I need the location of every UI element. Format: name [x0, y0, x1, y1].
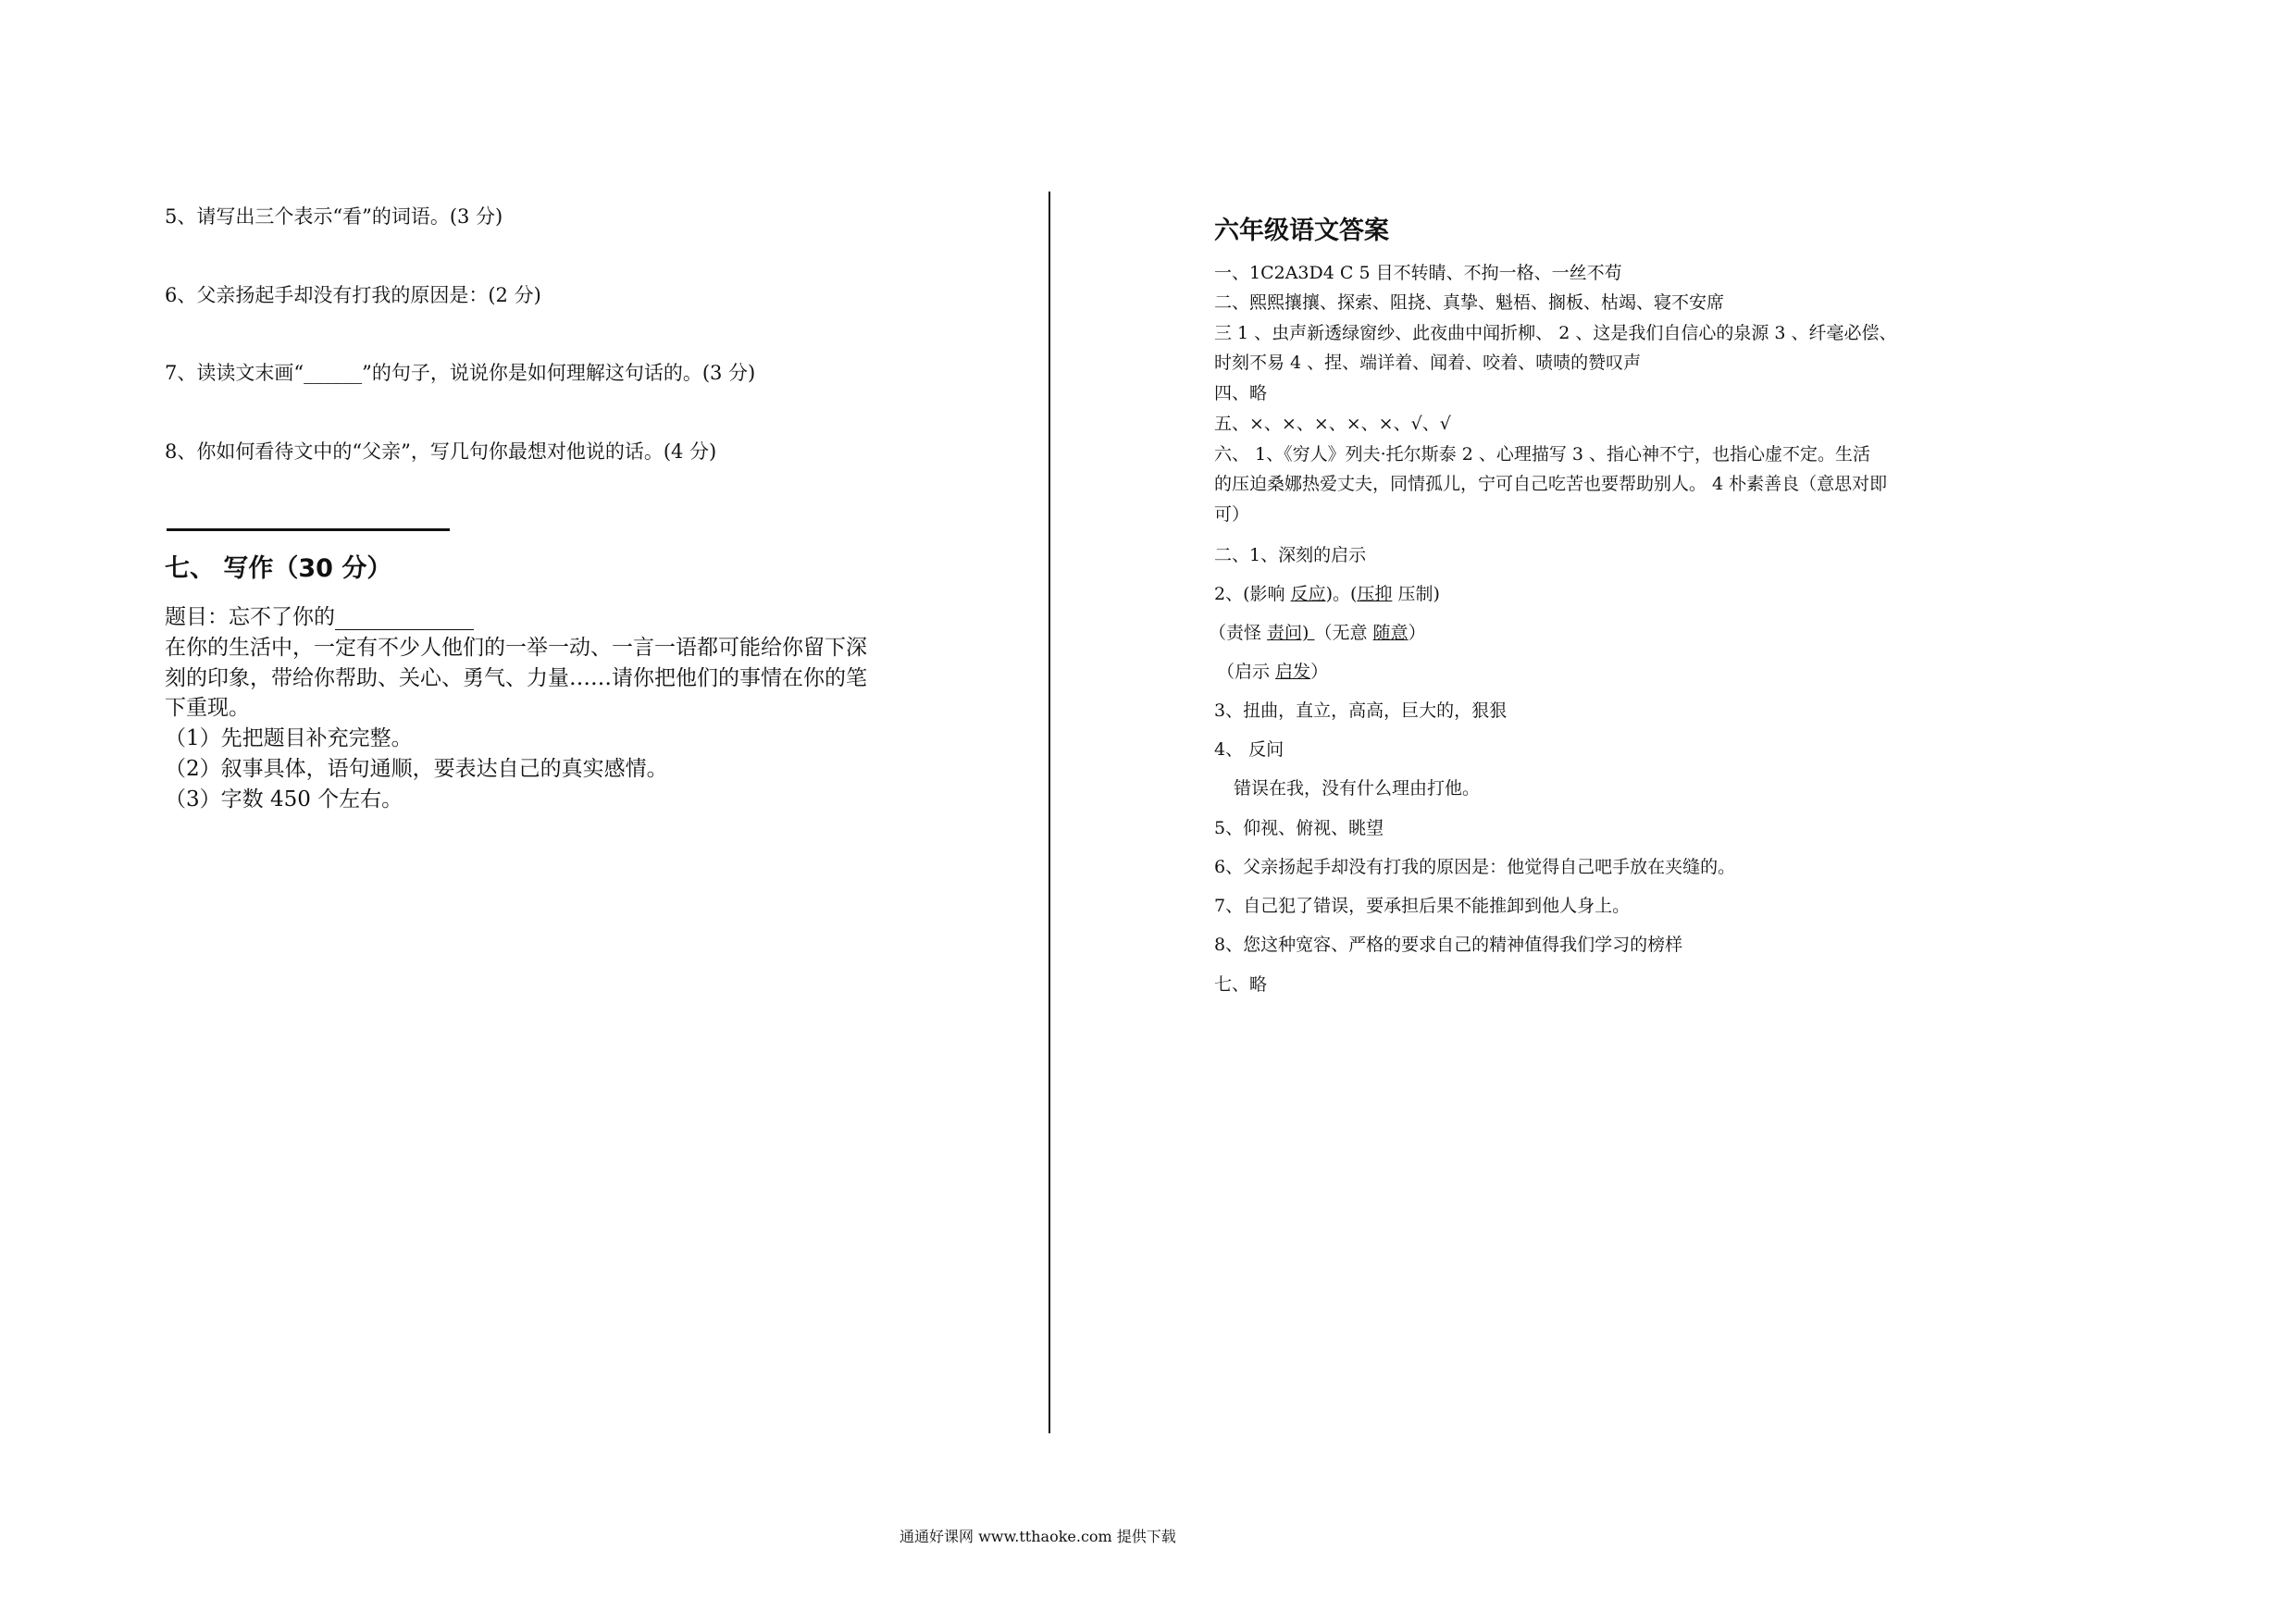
answer-line: 3、扭曲，直立，高高，巨大的，狠狠 — [1214, 700, 1508, 721]
section-rule — [167, 528, 450, 531]
answer-line — [1217, 658, 1328, 683]
answer-line: 7、自己犯了错误，要承担后果不能推卸到他人身上。 — [1214, 896, 1631, 916]
answer-text: （责怪 — [1209, 623, 1268, 643]
answer-text: （无意 — [1314, 623, 1373, 643]
answer-line: 时刻不易 4 、捏、端详着、闻着、咬着、啧啧的赞叹声 — [1214, 353, 1642, 373]
writing-prompt-line-1: 在你的生活中，一定有不少人他们的一举一动、一言一语都可能给你留下深 — [165, 636, 867, 660]
answer-underlined: 压抑 — [1357, 584, 1393, 604]
writing-section-title: 七、 写作（30 分） — [165, 554, 392, 583]
answer-line — [1214, 580, 1440, 605]
answer-line: 五、×、×、×、×、×、√、√ — [1214, 414, 1451, 434]
answer-text: ） — [1310, 662, 1329, 682]
writing-requirement-1: （1）先把题目补充完整。 — [165, 726, 413, 750]
answer-line: 8、您这种宽容、严格的要求自己的精神值得我们学习的榜样 — [1214, 935, 1683, 955]
answer-line: 三 1 、虫声新透绿窗纱、此夜曲中闻折柳、 2 、这是我们自信心的泉源 3 、纤毫必偿、 — [1214, 323, 1897, 343]
answer-line: 二、1、深刻的启示 — [1214, 545, 1367, 565]
writing-prompt-line-2: 刻的印象，带给你帮助、关心、勇气、力量……请你把他们的事情在你的笔 — [165, 666, 867, 690]
answer-underlined: 启发 — [1275, 662, 1311, 682]
writing-prompt-line-3: 下重现。 — [165, 696, 250, 720]
answer-line: 可） — [1214, 504, 1250, 525]
question-7: 7、读读文末画“______”的句子，说说你是如何理解这句话的。(3 分) — [165, 362, 756, 384]
answer-underlined: 随意 — [1372, 623, 1409, 643]
answer-title: 六年级语文答案 — [1214, 217, 1389, 245]
answer-text: )。( — [1325, 584, 1358, 604]
answer-text: 压制) — [1392, 584, 1440, 604]
answer-line: 错误在我，没有什么理由打他。 — [1234, 778, 1481, 799]
writing-topic — [165, 600, 474, 630]
writing-requirement-2: （2）叙事具体，语句通顺，要表达自己的真实感情。 — [165, 757, 668, 781]
question-6: 6、父亲扬起手却没有打我的原因是：(2 分) — [165, 284, 541, 306]
answer-line: 一、1C2A3D4 C 5 目不转睛、不拘一格、一丝不苟 — [1214, 263, 1622, 283]
answer-line: 的压迫桑娜热爱丈夫，同情孤儿，宁可自己吃苦也要帮助别人。 4 朴素善良（意思对即 — [1214, 474, 1888, 494]
answer-underlined: 责问) — [1267, 623, 1315, 643]
answer-text: ） — [1408, 623, 1426, 643]
answer-line: 4、 反问 — [1214, 739, 1285, 760]
answer-line: 二、熙熙攘攘、探索、阻挠、真挚、魁梧、搁板、枯竭、寝不安席 — [1214, 292, 1725, 313]
answer-line: 5、仰视、俯视、眺望 — [1214, 818, 1384, 838]
answer-line: 四、略 — [1214, 383, 1268, 403]
answer-line: 六、 1、《穷人》列夫·托尔斯泰 2 、心理描写 3 、指心神不宁，也指心虚不定。生活 — [1214, 444, 1871, 465]
question-5: 5、请写出三个表示“看”的词语。(3 分) — [165, 205, 503, 228]
answer-underlined: 反应 — [1290, 584, 1326, 604]
page-footer: 通通好课网 www.tthaoke.com 提供下载 — [900, 1528, 1176, 1545]
answer-line — [1209, 619, 1426, 644]
writing-requirement-3: （3）字数 450 个左右。 — [165, 787, 403, 812]
answer-text: 2、(影响 — [1214, 584, 1291, 604]
topic-blank — [335, 611, 474, 630]
answer-line: 七、略 — [1214, 974, 1268, 995]
answer-text: （启示 — [1217, 662, 1276, 682]
answer-line: 6、父亲扬起手却没有打我的原因是：他觉得自己吧手放在夹缝的。 — [1214, 857, 1736, 877]
writing-topic-label: 题目：忘不了你的 — [165, 605, 335, 629]
question-8: 8、你如何看待文中的“父亲”，写几句你最想对他说的话。(4 分) — [165, 440, 717, 463]
column-divider — [1049, 192, 1050, 1433]
